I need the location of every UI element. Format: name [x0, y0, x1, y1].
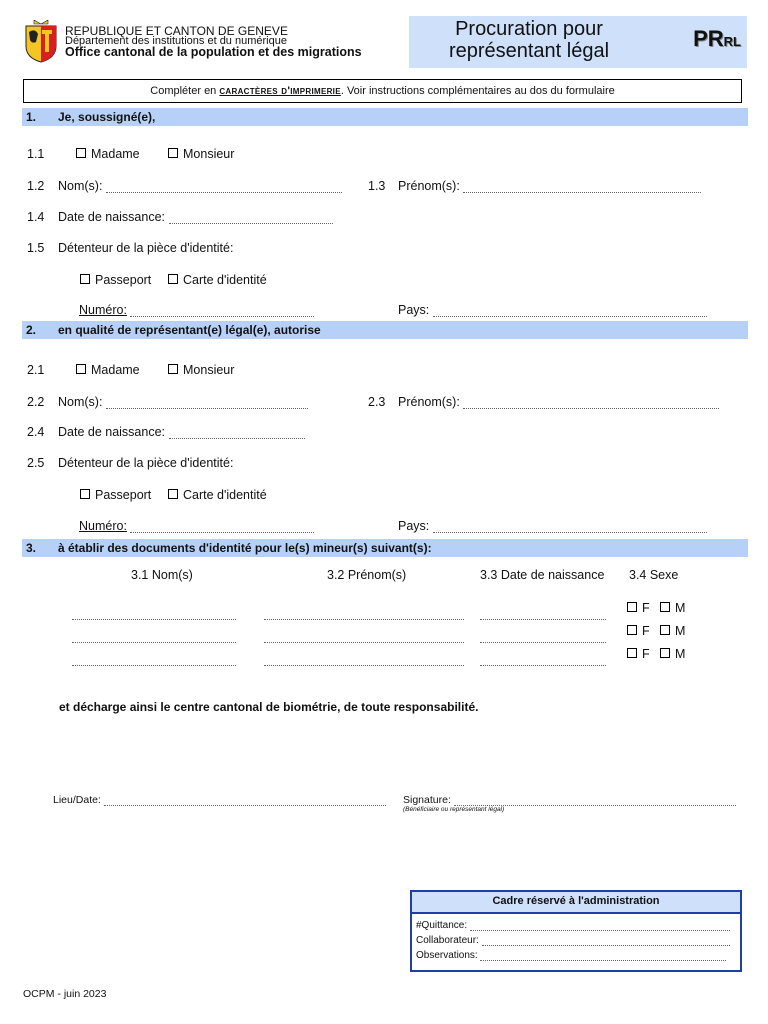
minor-2-naissance[interactable]	[480, 632, 606, 643]
section-1-bar: 1. Je, soussigné(e),	[22, 108, 748, 126]
header-office: Office cantonal de la population et des migrations	[65, 45, 362, 59]
numero-field-1[interactable]: Numéro:	[79, 303, 314, 317]
header-departement: Département des institutions et du numérique	[65, 35, 287, 47]
label-1-3: 1.3	[368, 179, 386, 193]
minor-3-prenom[interactable]	[264, 655, 464, 666]
section-3-bar: 3. à établir des documents d'identité pour le(s) mineur(s) suivant(s):	[22, 539, 748, 557]
naissance-field-2[interactable]: Date de naissance:	[58, 425, 305, 439]
col-sexe-header: 3.4 Sexe	[629, 568, 679, 582]
col-naissance-header: 3.3 Date de naissance	[480, 568, 605, 582]
label-2-3: 2.3	[368, 395, 386, 409]
minor-1-prenom[interactable]	[264, 609, 464, 620]
passeport-checkbox-2[interactable]: Passeport	[80, 488, 151, 502]
nom-field-1[interactable]: Nom(s):	[58, 179, 342, 193]
minor-3-nom[interactable]	[72, 655, 236, 666]
geneva-coat-of-arms-icon	[22, 20, 60, 64]
minor-2-prenom[interactable]	[264, 632, 464, 643]
minor-1-sexe-m[interactable]: M	[660, 601, 685, 615]
prenom-field-1[interactable]: Prénom(s):	[398, 179, 701, 193]
quittance-field[interactable]: #Quittance:	[416, 920, 730, 931]
minor-2-sexe-m[interactable]: M	[660, 624, 685, 638]
label-2-5: 2.5	[27, 456, 45, 470]
minor-2-sexe-f[interactable]: F	[627, 624, 650, 638]
minor-3-sexe-m[interactable]: M	[660, 647, 685, 661]
monsieur-checkbox-2[interactable]: Monsieur	[168, 363, 234, 377]
collaborateur-field[interactable]: Collaborateur:	[416, 935, 730, 946]
col-prenom-header: 3.2 Prénom(s)	[327, 568, 407, 582]
minor-3-sexe-f[interactable]: F	[627, 647, 650, 661]
pays-field-2[interactable]: Pays:	[398, 519, 707, 533]
instructions-box: Compléter en caractères d'imprimerie. Voir instructions complémentaires au dos du formulaire	[23, 79, 742, 103]
form-title: Procuration pour représentant légal	[448, 18, 610, 62]
minor-2-nom[interactable]	[72, 632, 236, 643]
footer-code: OCPM - juin 2023	[23, 988, 107, 1000]
monsieur-checkbox-1[interactable]: Monsieur	[168, 147, 234, 161]
form-title-box	[409, 16, 747, 68]
decharge-text: et décharge ainsi le centre cantonal de biométrie, de toute responsabilité.	[59, 700, 479, 714]
label-1-4: 1.4	[27, 210, 45, 224]
minor-1-nom[interactable]	[72, 609, 236, 620]
label-2-1: 2.1	[27, 363, 45, 377]
piece-label-1: Détenteur de la pièce d'identité:	[58, 241, 234, 255]
minor-1-sexe-f[interactable]: F	[627, 601, 650, 615]
minor-1-naissance[interactable]	[480, 609, 606, 620]
naissance-field-1[interactable]: Date de naissance:	[58, 210, 333, 224]
label-2-2: 2.2	[27, 395, 45, 409]
section-2-bar: 2. en qualité de représentant(e) légal(e), autorise	[22, 321, 748, 339]
madame-checkbox-1[interactable]: Madame	[76, 147, 140, 161]
minor-3-naissance[interactable]	[480, 655, 606, 666]
signature-note: (Bénéficiaire ou représentant légal)	[403, 806, 505, 813]
label-2-4: 2.4	[27, 425, 45, 439]
numero-field-2[interactable]: Numéro:	[79, 519, 314, 533]
col-nom-header: 3.1 Nom(s)	[131, 568, 193, 582]
madame-checkbox-2[interactable]: Madame	[76, 363, 140, 377]
signature-field[interactable]: Signature:	[403, 794, 736, 806]
lieu-date-field[interactable]: Lieu/Date:	[53, 794, 386, 806]
admin-box	[410, 890, 742, 972]
label-1-2: 1.2	[27, 179, 45, 193]
form-code: PRRL	[693, 26, 741, 51]
piece-label-2: Détenteur de la pièce d'identité:	[58, 456, 234, 470]
nom-field-2[interactable]: Nom(s):	[58, 395, 308, 409]
passeport-checkbox-1[interactable]: Passeport	[80, 273, 151, 287]
carte-checkbox-2[interactable]: Carte d'identité	[168, 488, 267, 502]
label-1-1: 1.1	[27, 147, 45, 161]
carte-checkbox-1[interactable]: Carte d'identité	[168, 273, 267, 287]
admin-title: Cadre réservé à l'administration	[412, 892, 740, 914]
observations-field[interactable]: Observations:	[416, 950, 726, 961]
label-1-5: 1.5	[27, 241, 45, 255]
pays-field-1[interactable]: Pays:	[398, 303, 707, 317]
prenom-field-2[interactable]: Prénom(s):	[398, 395, 719, 409]
header-republique: REPUBLIQUE ET CANTON DE GENEVE	[65, 24, 288, 38]
